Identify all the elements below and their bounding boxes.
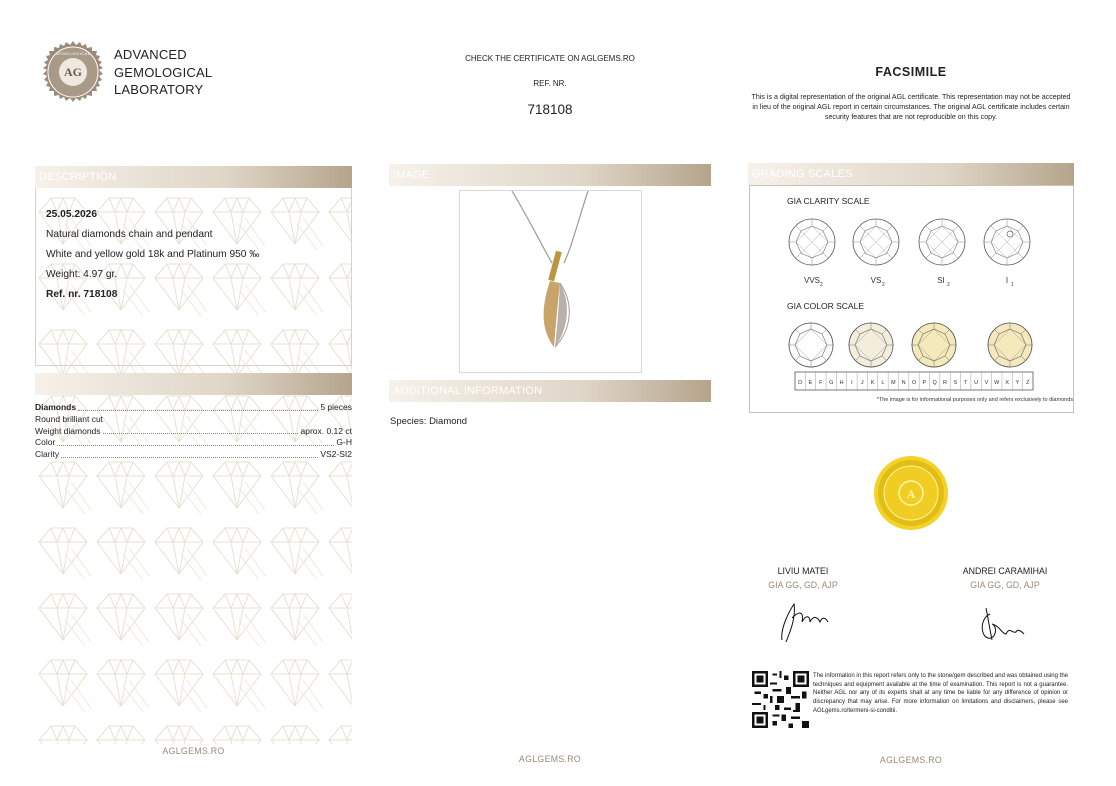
signature-liviu-matei — [776, 598, 832, 646]
color-letter: I — [851, 380, 853, 386]
color-letter: Q — [932, 380, 937, 386]
dotted-leader — [57, 445, 334, 446]
spec-value: 5 pieces — [320, 402, 352, 412]
clarity-sub: 2 — [947, 282, 950, 288]
svg-text:A: A — [906, 487, 916, 501]
spec-value: G-H — [336, 437, 352, 448]
description-weight: Weight: 4.97 gr. — [46, 269, 118, 280]
color-letter: Y — [1015, 380, 1020, 386]
color-letter: U — [974, 380, 979, 386]
svg-text:GEMOLOGICAL: GEMOLOGICAL — [55, 51, 91, 56]
svg-text:AG: AG — [64, 65, 82, 79]
color-letter: G — [829, 380, 834, 386]
clarity-sub: 2 — [820, 282, 823, 288]
color-scale-title: GIA COLOR SCALE — [787, 301, 864, 311]
agl-gold-seal — [873, 455, 949, 531]
description-date: 25.05.2026 — [46, 209, 97, 220]
lab-name-line-1: ADVANCED — [114, 47, 187, 62]
spec-label: Round brilliant cut — [35, 413, 104, 424]
spec-row-diamonds — [35, 402, 352, 414]
color-letter: X — [1005, 380, 1009, 386]
dotted-leader — [78, 410, 318, 411]
pendant-image — [460, 191, 641, 372]
description-band: DESCRIPTION — [35, 166, 352, 188]
ref-label: REF. NR. — [533, 79, 567, 88]
color-letter: P — [922, 380, 927, 386]
lab-name — [114, 46, 212, 99]
signer-2 — [925, 566, 1085, 590]
spec-row-color — [35, 437, 352, 449]
signer-name: LIVIU MATEI — [777, 566, 829, 576]
signer-credentials: GIA GG, GD, AJP — [768, 580, 838, 590]
lab-name-line-3: LABORATORY — [114, 82, 204, 97]
spec-row-clarity — [35, 449, 352, 461]
color-letter: M — [891, 380, 896, 386]
jewelry-image-frame — [459, 190, 642, 373]
clarity-label-vvs: VVS — [803, 276, 821, 285]
agl-seal-logo — [36, 35, 110, 109]
color-letter: W — [994, 380, 1000, 386]
description-item: Natural diamonds chain and pendant — [46, 229, 213, 240]
disclaimer-text: The information in this report refers only to the stone/gem described and was obtained using the techniques and equipment available at the time of examination. This report is not a guarantee. Neither AGL nor any of its experts shall at any time be liable for any difference of opinion or discrepancy that may arise. For more information on limitations and disclaimers, please see AGLgems.ro/termeni-si-conditii. — [813, 673, 1068, 714]
color-letter: F — [819, 380, 823, 386]
signer-name: ANDREI CARAMIHAI — [962, 566, 1048, 576]
color-scale — [785, 320, 1047, 396]
dotted-leader — [103, 433, 299, 434]
ref-number: 718108 — [527, 102, 573, 117]
clarity-sub: 2 — [882, 282, 885, 288]
spec-row-weight — [35, 426, 352, 438]
color-letter: L — [881, 380, 885, 386]
color-letter: N — [901, 380, 906, 386]
spec-label: Color — [35, 437, 56, 448]
spec-label: Weight diamonds — [35, 425, 101, 436]
lab-name-line-2: GEMOLOGICAL — [114, 64, 213, 80]
facsimile-title: FACSIMILE — [875, 65, 947, 79]
description-content — [46, 205, 260, 305]
color-letter: E — [808, 380, 813, 386]
spec-label: Diamonds — [35, 402, 77, 412]
facsimile-notice: This is a digital representation of the original AGL certificate. This representation may not be accepted in lieu of the original AGL report in certain circumstances. The original AGL certificate includes certain security features that are not reproducible on this copy. — [751, 93, 1071, 121]
footer-website-left[interactable]: AGLGEMS.RO — [162, 746, 225, 756]
specs-band — [35, 373, 352, 395]
spec-label: Clarity — [35, 449, 60, 460]
description-ref: Ref. nr. 718108 — [46, 289, 118, 300]
color-letter: R — [943, 380, 948, 386]
additional-information-band: ADDITIONAL INFORMATION — [389, 380, 711, 402]
clarity-label-vs: VS — [870, 276, 882, 285]
color-letter: T — [964, 380, 968, 386]
signature-andrei-caramihai — [978, 604, 1030, 644]
signer-1 — [723, 566, 883, 590]
scale-note: *The image is for informational purposes only and refers exclusively to diamonds — [876, 397, 1073, 403]
image-band: IMAGE — [389, 164, 711, 186]
spec-value: aprox. 0.12 ct — [300, 425, 352, 436]
color-letter: K — [870, 380, 875, 386]
color-letter: O — [911, 380, 917, 386]
qr-code[interactable] — [752, 671, 809, 728]
color-letter: J — [860, 380, 864, 386]
color-letter: S — [953, 380, 958, 386]
stone-specs — [35, 402, 352, 461]
clarity-diamonds — [785, 214, 1045, 294]
clarity-label-si: SI — [937, 276, 945, 285]
check-certificate-text[interactable]: CHECK THE CERTIFICATE ON AGLGEMS.RO — [465, 54, 635, 63]
description-material: White and yellow gold 18k and Platinum 950 ‰ — [46, 249, 260, 260]
clarity-scale-title: GIA CLARITY SCALE — [787, 196, 870, 206]
dotted-leader — [61, 457, 318, 458]
color-letter: H — [839, 380, 844, 386]
spec-value: VS2-SI2 — [320, 449, 352, 460]
certificate-reference — [420, 54, 680, 117]
footer-website-center[interactable]: AGLGEMS.RO — [518, 754, 582, 764]
color-letter: D — [798, 380, 803, 386]
color-letter: V — [984, 380, 989, 386]
color-letter: Z — [1026, 380, 1030, 386]
spec-row-cut — [35, 414, 352, 426]
footer-website-right[interactable]: AGLGEMS.RO — [879, 755, 943, 765]
grading-scales-band: GRADING SCALES — [748, 163, 1074, 185]
signer-credentials: GIA GG, GD, AJP — [970, 580, 1040, 590]
clarity-label-i: I — [1005, 276, 1009, 285]
clarity-sub: 1 — [1011, 282, 1014, 288]
species-text: Species: Diamond — [390, 416, 468, 427]
